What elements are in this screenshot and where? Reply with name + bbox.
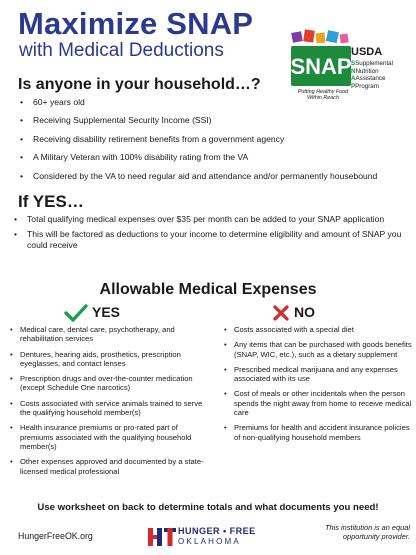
yes-label: YES — [92, 304, 121, 320]
list-item: • A Military Veteran with 100% disability rating from the VA — [18, 152, 398, 162]
if-yes-list — [12, 214, 407, 255]
hfo-state: OKLAHOMA — [178, 537, 241, 546]
check-icon — [64, 304, 88, 322]
website-link[interactable]: HungerFreeOK.org — [18, 531, 93, 541]
no-label: NO — [294, 304, 315, 320]
hfo-name: HUNGER • FREE — [178, 526, 256, 536]
list-item: • Receiving Supplemental Security Income (SSI) — [18, 115, 398, 125]
snap-wordmark: SNAP — [290, 54, 352, 79]
allowable-expenses-heading: Allowable Medical Expenses — [99, 281, 317, 298]
worksheet-note: Use worksheet on back to determine totals and what documents you need! — [37, 502, 379, 513]
list-item: • This will be factored as deductions to your income to determine eligibility and amount of SNAP you could receive — [12, 229, 407, 250]
hunger-free-oklahoma-logo — [148, 524, 288, 550]
page-subtitle: with Medical Deductions — [19, 40, 224, 61]
list-item: • Any items that can be purchased with goods benefits (SNAP, WIC, etc.), such as a dietary supplement — [222, 340, 412, 359]
yes-column-header — [64, 304, 120, 322]
list-item: • Receiving disability retirement benefits from a government agency — [18, 134, 398, 144]
no-column-header — [272, 304, 315, 322]
list-item: • Total qualifying medical expenses over $35 per month can be added to your SNAP application — [12, 214, 407, 224]
list-item: • Prescribed medical marijuana and any expenses associated with its use — [222, 365, 412, 384]
usda-label: USDA — [351, 46, 383, 58]
list-item: • Premiums for health and accident insurance policies of non-qualifying household members — [222, 423, 412, 442]
list-item: • Dentures, hearing aids, prosthetics, prescription eyeglasses, and contact lenses — [8, 350, 208, 369]
yes-expense-list — [8, 325, 208, 482]
usda-program-lines: SSupplemental NNutrition AAssistance PProgram — [351, 60, 393, 90]
snap-tagline: Putting Healthy Food Within Reach — [297, 89, 349, 102]
x-icon — [272, 304, 290, 322]
list-item: • Prescription drugs and over-the-counter medication (except Schedule One narcotics) — [8, 374, 208, 393]
page-title: Maximize SNAP — [18, 6, 254, 41]
equal-opportunity-statement: This institution is an equal opportunity provider. — [324, 523, 410, 542]
list-item: • 60+ years old — [18, 97, 398, 107]
hfo-mark-icon — [148, 526, 176, 548]
list-item: • Considered by the VA to need regular aid and attendance and/or permanently housebound — [18, 171, 398, 181]
list-item: • Cost of meals or other incidentals when the person spends the night away from home to receive medical care — [222, 389, 412, 417]
list-item: • Medical care, dental care, psychotherapy, and rehabilitation services — [8, 325, 208, 344]
list-item: • Health insurance premiums or pro-rated part of premiums associated with the qualifying household member(s) — [8, 423, 208, 451]
list-item: • Other expenses approved and documented by a state-licensed medical professional — [8, 457, 208, 476]
list-item: • Costs associated with service animals trained to serve the qualifying household member(s) — [8, 399, 208, 418]
list-item: • Costs associated with a special diet — [222, 325, 412, 334]
household-heading: Is anyone in your household…? — [18, 76, 261, 93]
no-expense-list — [222, 325, 412, 448]
household-list — [18, 97, 398, 189]
if-yes-heading: If YES… — [18, 192, 84, 211]
